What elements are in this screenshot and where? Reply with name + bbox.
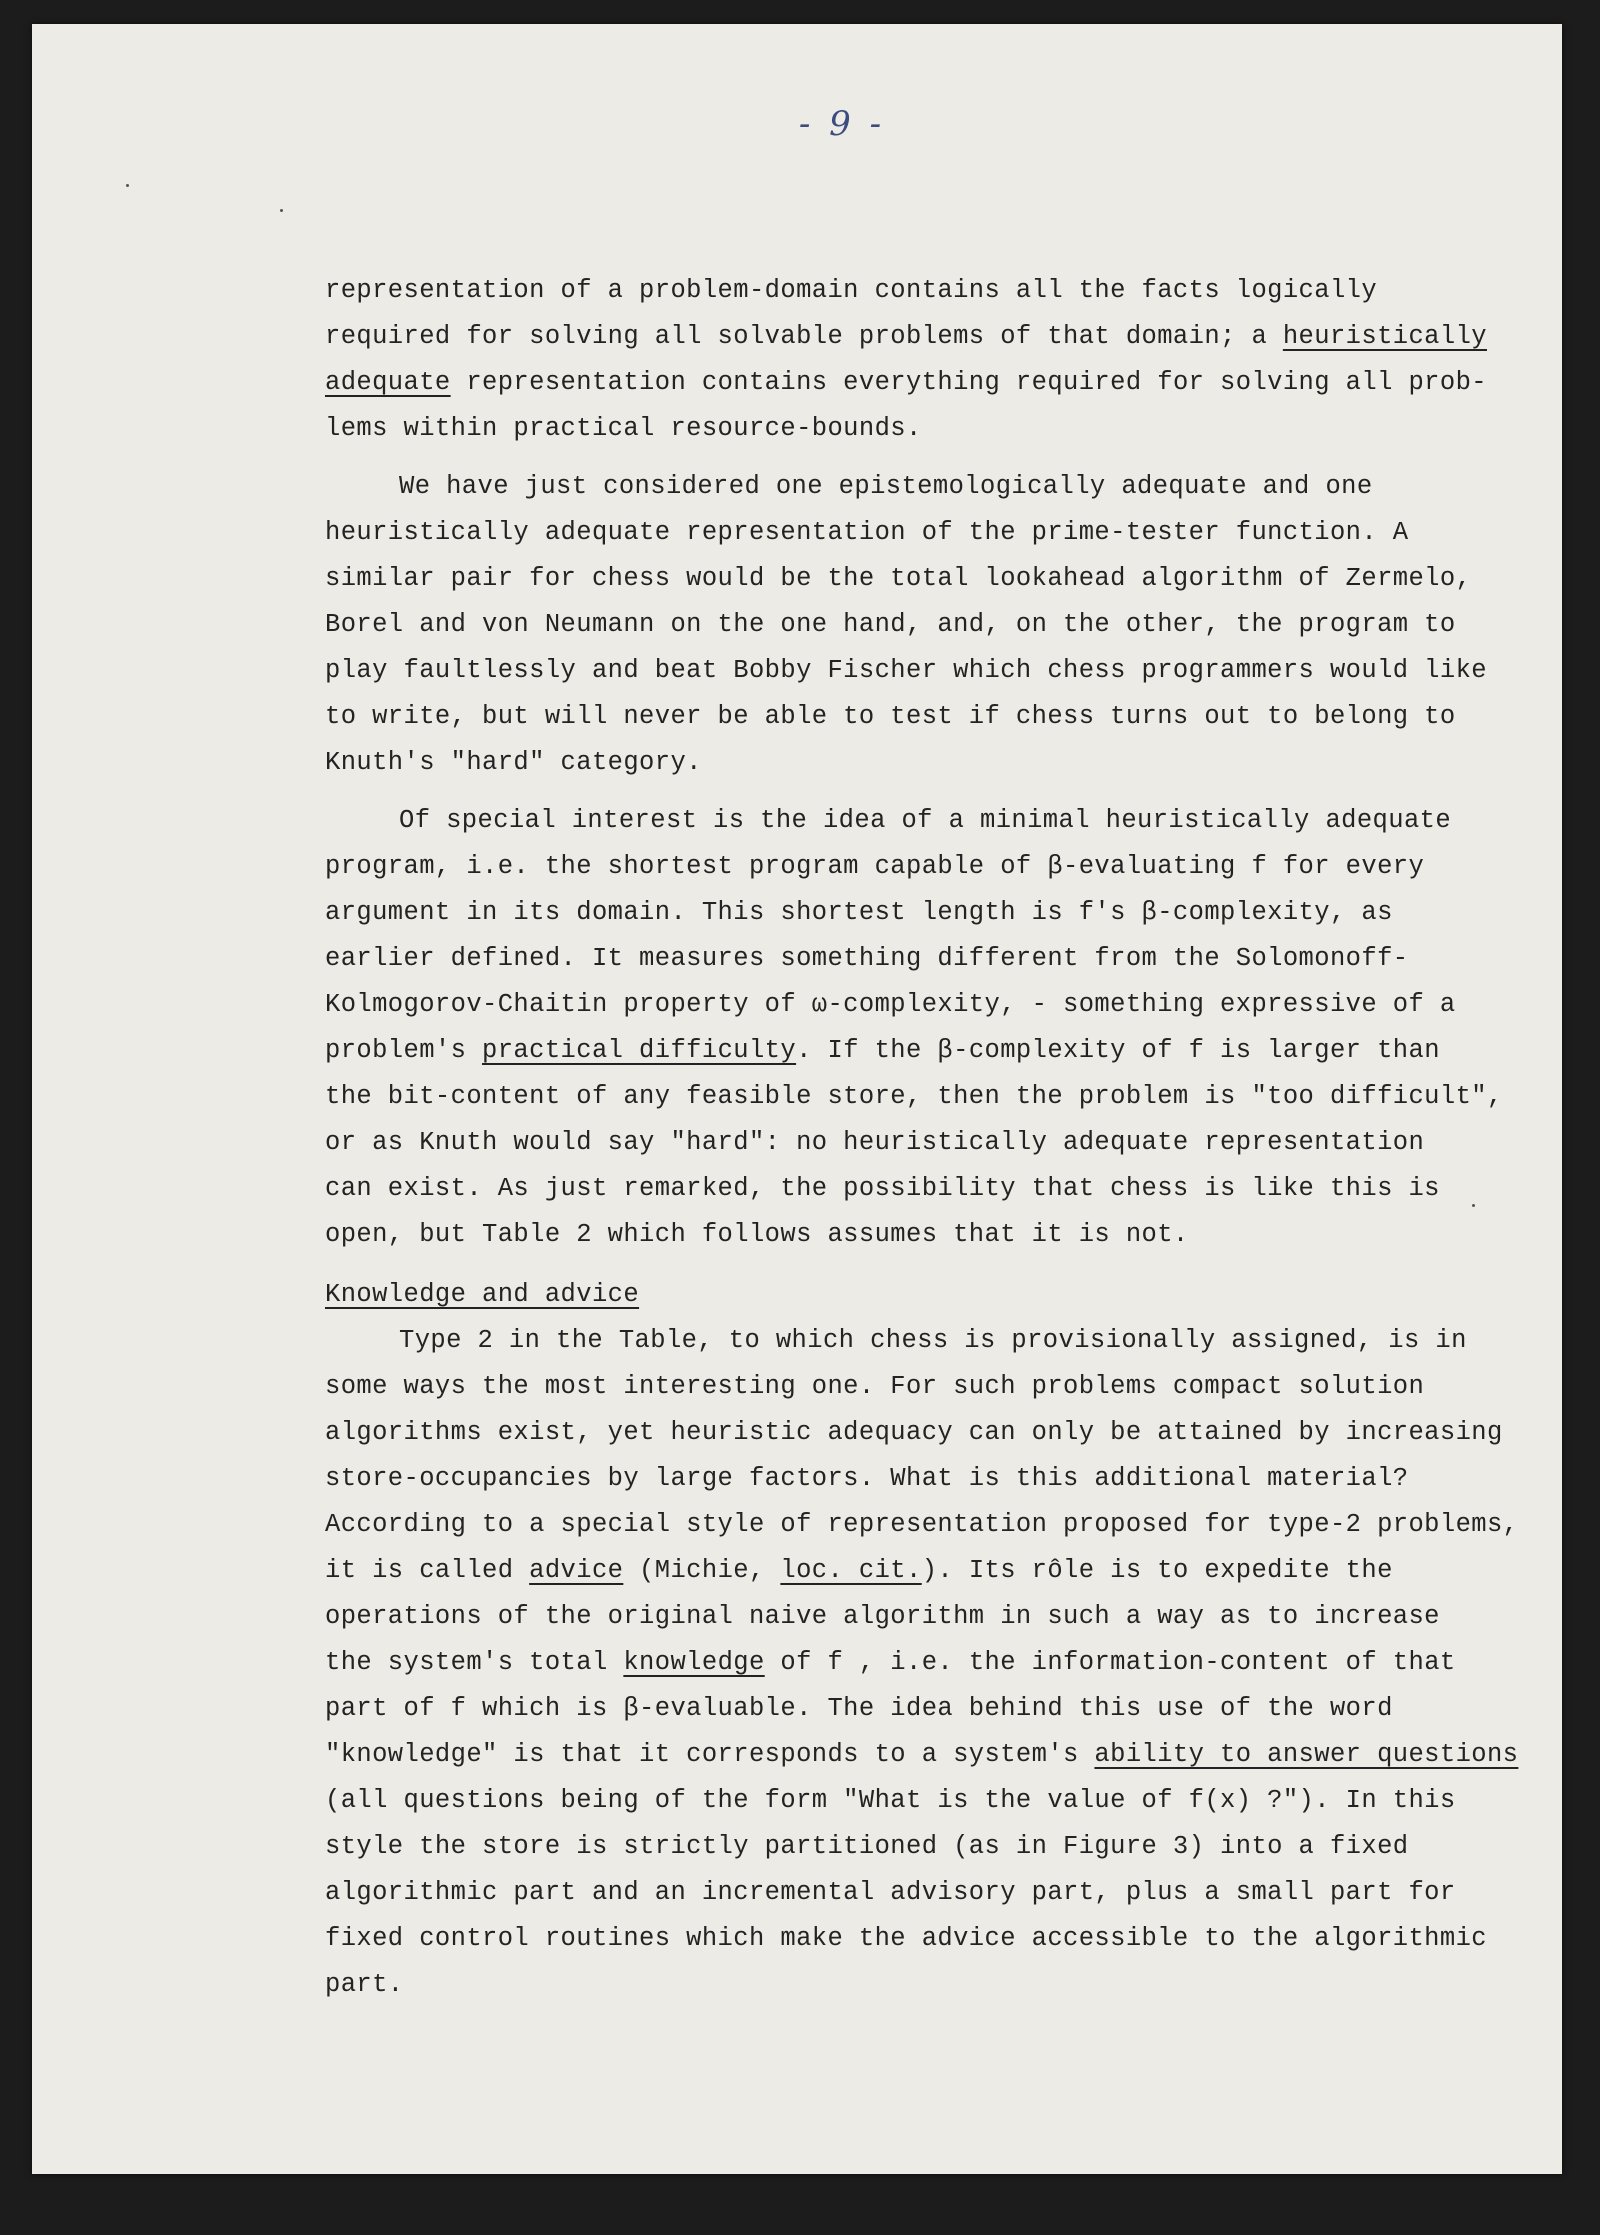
text-line [325, 1640, 1525, 1686]
paragraph-1 [325, 268, 1525, 452]
page-number: - 9 - [798, 104, 886, 144]
text-span: representation contains everything required for solving all prob- [450, 368, 1487, 397]
text-line: play faultlessly and beat Bobby Fischer which chess programmers would like [325, 656, 1487, 685]
paragraph-2 [325, 464, 1525, 786]
emphasis-heuristically: heuristically [1282, 322, 1487, 351]
heading-knowledge-and-advice: Knowledge and advice [325, 1280, 640, 1309]
text-span: . If the β-complexity of f is larger than [796, 1036, 1440, 1065]
text-span: problem's [325, 1036, 483, 1065]
text-line: to write, but will never be able to test if chess turns out to belong to [325, 702, 1456, 731]
text-span: ). Its rôle is to expedite the [921, 1556, 1393, 1585]
emphasis-ability-to-answer-questions: ability to answer questions [1094, 1740, 1519, 1769]
text-span: the system's total [325, 1648, 624, 1677]
text-span: "knowledge" is that it corresponds to a system's [325, 1740, 1095, 1769]
text-line: algorithms exist, yet heuristic adequacy can only be attained by increasing [325, 1418, 1503, 1447]
text-line: earlier defined. It measures something different from the Solomonoff- [325, 944, 1409, 973]
text-line: part. [325, 1970, 404, 1999]
emphasis-adequate: adequate [325, 368, 451, 397]
text-span: (Michie, [623, 1556, 781, 1585]
text-span: required for solving all solvable problems of that domain; a [325, 322, 1283, 351]
text-line: operations of the original naive algorithm in such a way as to increase [325, 1602, 1440, 1631]
text-line: the bit-content of any feasible store, then the problem is "too difficult", [325, 1082, 1503, 1111]
section-heading [325, 1272, 1525, 1318]
text-line: open, but Table 2 which follows assumes that it is not. [325, 1220, 1189, 1249]
text-line: program, i.e. the shortest program capable of β-evaluating f for every [325, 852, 1425, 881]
paper-speck [280, 209, 283, 212]
text-line: style the store is strictly partitioned (as in Figure 3) into a fixed [325, 1832, 1409, 1861]
text-line: algorithmic part and an incremental advisory part, plus a small part for [325, 1878, 1456, 1907]
text-line: According to a special style of representation proposed for type-2 problems, [325, 1510, 1519, 1539]
text-line [325, 360, 1525, 406]
text-line: heuristically adequate representation of the prime-tester function. A [325, 518, 1409, 547]
text-line: similar pair for chess would be the total lookahead algorithm of Zermelo, [325, 564, 1472, 593]
emphasis-advice: advice [529, 1556, 624, 1585]
emphasis-loc-cit: loc. cit. [780, 1556, 922, 1585]
emphasis-practical-difficulty: practical difficulty [482, 1036, 797, 1065]
text-span: it is called [325, 1556, 530, 1585]
text-line: some ways the most interesting one. For such problems compact solution [325, 1372, 1425, 1401]
text-line: fixed control routines which make the advice accessible to the algorithmic [325, 1924, 1487, 1953]
paper-speck [126, 184, 129, 187]
text-line: Type 2 in the Table, to which chess is provisionally assigned, is in [399, 1326, 1467, 1355]
body-text [325, 268, 1525, 2020]
paragraph-4 [325, 1318, 1525, 2008]
text-line [325, 1548, 1525, 1594]
text-line: We have just considered one epistemologically adequate and one [399, 472, 1373, 501]
text-line: representation of a problem-domain contains all the facts logically [325, 276, 1378, 305]
paragraph-3 [325, 798, 1525, 1258]
text-line [325, 314, 1525, 360]
text-line: (all questions being of the form "What is the value of f(x) ?"). In this [325, 1786, 1456, 1815]
text-line: store-occupancies by large factors. What is this additional material? [325, 1464, 1409, 1493]
text-line [325, 1028, 1525, 1074]
text-line [325, 1732, 1525, 1778]
text-line: Of special interest is the idea of a minimal heuristically adequate [399, 806, 1452, 835]
text-span: of f , i.e. the information-content of that [764, 1648, 1456, 1677]
text-line: can exist. As just remarked, the possibility that chess is like this is [325, 1174, 1440, 1203]
text-line: Knuth's "hard" category. [325, 748, 702, 777]
text-line: part of f which is β-evaluable. The idea behind this use of the word [325, 1694, 1393, 1723]
text-line: argument in its domain. This shortest length is f's β-complexity, as [325, 898, 1393, 927]
emphasis-knowledge: knowledge [623, 1648, 765, 1677]
text-line: Kolmogorov-Chaitin property of ω-complexity, - something expressive of a [325, 990, 1456, 1019]
text-line: or as Knuth would say "hard": no heuristically adequate representation [325, 1128, 1425, 1157]
text-line: Borel and von Neumann on the one hand, and, on the other, the program to [325, 610, 1456, 639]
text-line: lems within practical resource-bounds. [325, 414, 922, 443]
document-page [32, 24, 1562, 2174]
